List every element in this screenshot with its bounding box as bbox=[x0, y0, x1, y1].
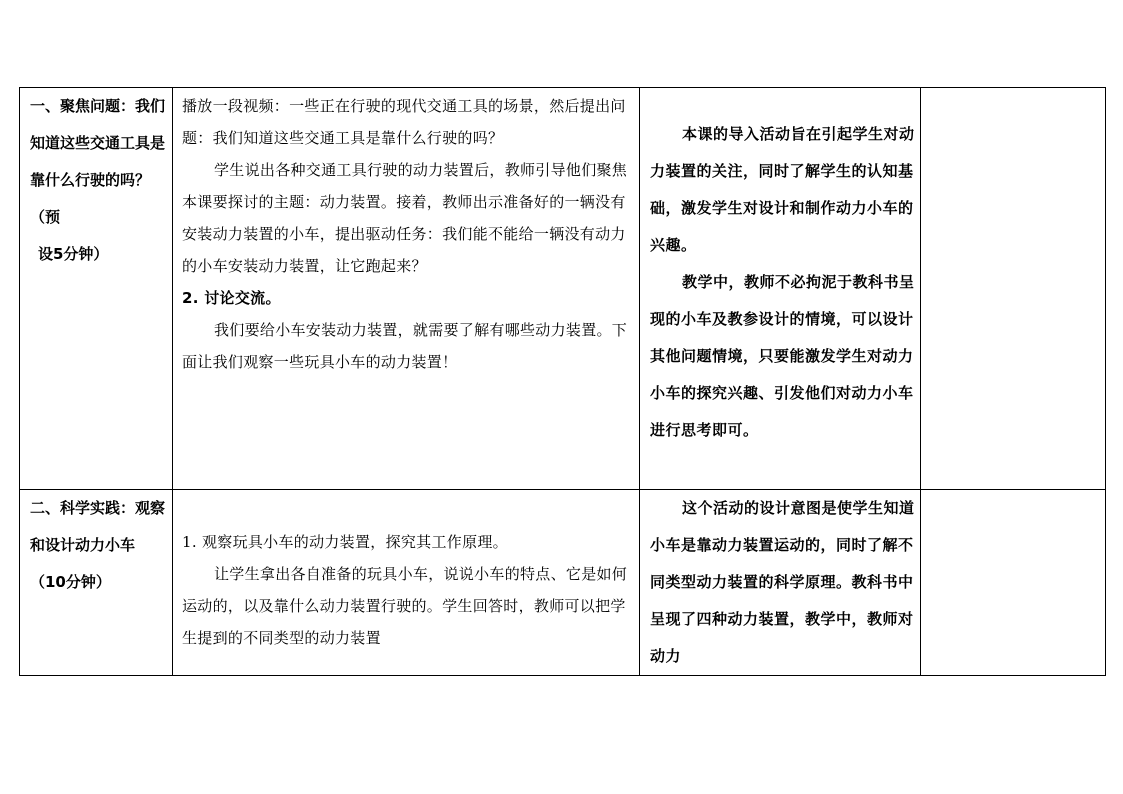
stage-cell bbox=[20, 490, 173, 676]
design-note-paragraph: 教学中，教师不必拘泥于教科书呈现的小车及教参设计的情境，可以设计其他问题情境，只要能激发学生对动力小车的探究兴趣、引发他们对动力小车进行思考即可。 bbox=[650, 273, 915, 439]
design-note-paragraph: 本课的导入活动旨在引起学生对动力装置的关注，同时了解学生的认知基础，激发学生对设计和制作动力小车的兴趣。 bbox=[650, 125, 915, 254]
stage-time: 设5分钟） bbox=[38, 245, 109, 263]
process-paragraph: 我们要给小车安装动力装置，就需要了解有哪些动力装置。下面让我们观察一些玩具小车的动力装置！ bbox=[182, 321, 628, 371]
process-paragraph: 让学生拿出各自准备的玩具小车，说说小车的特点、它是如何运动的，以及靠什么动力装置行驶的。学生回答时，教师可以把学生提到的不同类型的动力装置 bbox=[182, 565, 628, 647]
stage-cell bbox=[20, 88, 173, 490]
design-note-cell bbox=[640, 88, 921, 490]
lesson-plan-table bbox=[19, 87, 1106, 676]
extra-cell bbox=[921, 490, 1106, 676]
stage-title bbox=[20, 490, 172, 601]
process-heading: 1. 观察玩具小车的动力装置，探究其工作原理。 bbox=[182, 533, 508, 551]
table-row bbox=[20, 490, 1106, 676]
design-note-paragraph: 这个活动的设计意图是使学生知道小车是靠动力装置运动的，同时了解不同类型动力装置的科学原理。教科书中呈现了四种动力装置，教学中，教师对动力 bbox=[650, 499, 915, 665]
process-paragraph: 播放一段视频：一些正在行驶的现代交通工具的场景，然后提出问题：我们知道这些交通工具是靠什么行驶的吗？ bbox=[182, 97, 626, 147]
table-row bbox=[20, 88, 1106, 490]
stage-text: 二、科学实践：观察和设计动力小车 bbox=[30, 499, 166, 554]
process-cell bbox=[173, 88, 640, 490]
stage-title bbox=[20, 88, 172, 273]
stage-text: 一、聚焦问题：我们知道这些交通工具是靠什么行驶的吗？（预 bbox=[30, 97, 166, 226]
stage-time: （10分钟） bbox=[30, 573, 111, 591]
process-cell bbox=[173, 490, 640, 676]
process-paragraph: 学生说出各种交通工具行驶的动力装置后，教师引导他们聚焦本课要探讨的主题：动力装置。接着，教师出示准备好的一辆没有安装动力装置的小车，提出驱动任务：我们能不能给一辆没有动力的小车安装动力装置，让它跑起来？ bbox=[182, 161, 628, 275]
design-note-cell bbox=[640, 490, 921, 676]
extra-cell bbox=[921, 88, 1106, 490]
process-heading: 2. 讨论交流。 bbox=[182, 289, 281, 307]
